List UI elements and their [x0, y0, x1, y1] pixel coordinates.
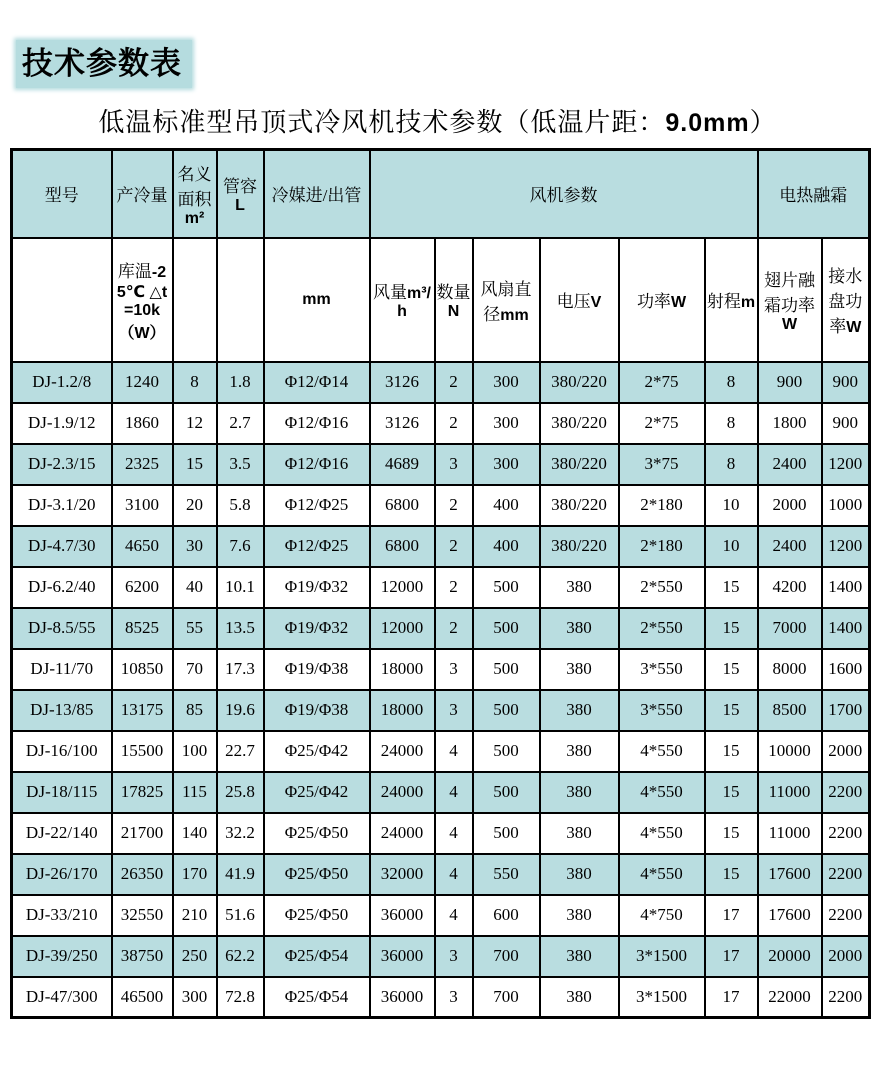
header-cell — [619, 238, 705, 362]
table-cell: 38750 — [112, 936, 173, 977]
table-cell: 1700 — [822, 690, 870, 731]
header-unit: m — [740, 294, 756, 312]
table-cell: 3*550 — [619, 690, 705, 731]
header-unit: -25℃ △t=10k（W） — [116, 263, 168, 342]
table-cell: 55 — [173, 608, 217, 649]
table-cell: 36000 — [370, 977, 435, 1018]
table-cell: 24000 — [370, 772, 435, 813]
subtitle-close-paren: ） — [749, 108, 777, 138]
table-cell: 1400 — [822, 567, 870, 608]
table-cell: 300 — [473, 403, 540, 444]
table-cell: 2200 — [822, 854, 870, 895]
model-cell: DJ-1.2/8 — [12, 362, 112, 403]
header-label: 冷媒进/出管 — [271, 186, 362, 206]
table-cell: 380 — [540, 608, 619, 649]
table-cell: Φ12/Φ16 — [264, 403, 370, 444]
header-label: 风机参数 — [529, 186, 598, 206]
subtitle — [0, 102, 875, 139]
table-cell: 4*550 — [619, 731, 705, 772]
spec-table — [10, 148, 871, 1019]
table-cell: 100 — [173, 731, 217, 772]
header-cell — [370, 150, 758, 238]
header-unit: W — [846, 319, 862, 337]
table-cell: 900 — [822, 362, 870, 403]
table-row — [12, 444, 870, 485]
table-cell: 2200 — [822, 977, 870, 1018]
table-cell: Φ19/Φ32 — [264, 608, 370, 649]
page — [0, 40, 875, 1019]
model-cell: DJ-47/300 — [12, 977, 112, 1018]
table-cell: 3126 — [370, 362, 435, 403]
table-cell: Φ25/Φ50 — [264, 854, 370, 895]
table-cell: 3 — [435, 444, 473, 485]
header-unit: mm — [500, 306, 529, 324]
table-cell: 2 — [435, 526, 473, 567]
table-row — [12, 362, 870, 403]
table-cell: 15 — [705, 567, 758, 608]
table-cell: 380 — [540, 690, 619, 731]
table-cell: 5.8 — [217, 485, 264, 526]
table-cell: 2*550 — [619, 567, 705, 608]
table-head — [12, 150, 870, 362]
header-cell — [12, 150, 112, 238]
table-cell: 15 — [173, 444, 217, 485]
subtitle-fin-spacing-value: 9.0mm — [665, 109, 750, 138]
table-cell: 12000 — [370, 608, 435, 649]
table-cell: 2*75 — [619, 362, 705, 403]
table-row — [12, 731, 870, 772]
table-cell: 13175 — [112, 690, 173, 731]
table-cell: 2200 — [822, 813, 870, 854]
table-cell: 3.5 — [217, 444, 264, 485]
table-cell: 32.2 — [217, 813, 264, 854]
table-cell: 500 — [473, 813, 540, 854]
table-cell: 36000 — [370, 936, 435, 977]
table-row — [12, 772, 870, 813]
header-cell — [112, 238, 173, 362]
table-cell: 15 — [705, 649, 758, 690]
table-cell: 380/220 — [540, 362, 619, 403]
table-cell: Φ19/Φ38 — [264, 690, 370, 731]
table-cell: 380/220 — [540, 403, 619, 444]
table-cell: 32550 — [112, 895, 173, 936]
table-cell: 11000 — [758, 813, 822, 854]
table-row — [12, 403, 870, 444]
header-row — [12, 238, 870, 362]
table-row — [12, 895, 870, 936]
table-cell: 6200 — [112, 567, 173, 608]
table-cell: 17 — [705, 936, 758, 977]
table-cell: 21700 — [112, 813, 173, 854]
table-cell: 500 — [473, 772, 540, 813]
table-cell: 3 — [435, 936, 473, 977]
table-cell: 8 — [705, 403, 758, 444]
header-label: 射程 — [706, 292, 741, 312]
model-cell: DJ-39/250 — [12, 936, 112, 977]
header-cell — [173, 150, 217, 238]
table-cell: 85 — [173, 690, 217, 731]
header-cell — [264, 150, 370, 238]
table-cell: 8500 — [758, 690, 822, 731]
table-cell: 8 — [705, 362, 758, 403]
header-label: 翅片融霜功率 — [764, 270, 815, 315]
table-cell: 380 — [540, 649, 619, 690]
table-cell: 300 — [473, 444, 540, 485]
table-cell: 3 — [435, 649, 473, 690]
header-cell — [705, 238, 758, 362]
table-cell: 18000 — [370, 649, 435, 690]
table-cell: 380/220 — [540, 485, 619, 526]
table-cell: 15500 — [112, 731, 173, 772]
table-cell: 10850 — [112, 649, 173, 690]
table-cell: 380 — [540, 813, 619, 854]
header-label: 管容 — [223, 177, 257, 197]
header-unit: m² — [184, 209, 205, 227]
table-row — [12, 854, 870, 895]
table-cell: 300 — [173, 977, 217, 1018]
table-cell: 17 — [705, 895, 758, 936]
table-cell: 300 — [473, 362, 540, 403]
table-cell: 20 — [173, 485, 217, 526]
table-cell: 17825 — [112, 772, 173, 813]
table-cell: 4200 — [758, 567, 822, 608]
table-cell: 2*180 — [619, 485, 705, 526]
header-label: 产冷量 — [116, 186, 168, 206]
table-cell: 22000 — [758, 977, 822, 1018]
header-label: 库温 — [117, 261, 152, 281]
model-cell: DJ-33/210 — [12, 895, 112, 936]
table-cell: 6800 — [370, 526, 435, 567]
table-cell: Φ19/Φ32 — [264, 567, 370, 608]
table-cell: 2000 — [758, 485, 822, 526]
header-unit: m³/h — [397, 285, 431, 321]
title-bar — [16, 40, 875, 88]
model-cell: DJ-1.9/12 — [12, 403, 112, 444]
model-cell: DJ-2.3/15 — [12, 444, 112, 485]
header-unit: W — [670, 294, 687, 312]
table-row — [12, 485, 870, 526]
header-cell — [758, 238, 822, 362]
table-cell: 1860 — [112, 403, 173, 444]
table-cell: 2 — [435, 362, 473, 403]
header-label: 功率 — [636, 292, 671, 312]
table-cell: 19.6 — [217, 690, 264, 731]
table-cell: 400 — [473, 485, 540, 526]
table-cell: 8525 — [112, 608, 173, 649]
table-cell: 500 — [473, 567, 540, 608]
table-cell: 3100 — [112, 485, 173, 526]
table-cell: 3 — [435, 977, 473, 1018]
table-cell: 2*75 — [619, 403, 705, 444]
table-row — [12, 608, 870, 649]
table-cell: Φ12/Φ16 — [264, 444, 370, 485]
table-row — [12, 690, 870, 731]
table-cell: 210 — [173, 895, 217, 936]
table-cell: 24000 — [370, 731, 435, 772]
table-cell: 41.9 — [217, 854, 264, 895]
table-row — [12, 526, 870, 567]
header-cell — [540, 238, 619, 362]
table-cell: 1.8 — [217, 362, 264, 403]
table-cell: 2*550 — [619, 608, 705, 649]
header-cell — [473, 238, 540, 362]
table-cell: 115 — [173, 772, 217, 813]
table-cell: 18000 — [370, 690, 435, 731]
header-cell — [822, 238, 870, 362]
table-cell: Φ25/Φ50 — [264, 813, 370, 854]
header-row — [12, 150, 870, 238]
table-cell: 17600 — [758, 895, 822, 936]
header-unit: L — [235, 197, 245, 215]
table-cell: 17600 — [758, 854, 822, 895]
table-cell: Φ25/Φ54 — [264, 936, 370, 977]
header-cell — [758, 150, 870, 238]
table-cell: 2*180 — [619, 526, 705, 567]
table-cell: 20000 — [758, 936, 822, 977]
table-cell: 8000 — [758, 649, 822, 690]
table-cell: 22.7 — [217, 731, 264, 772]
table-cell: 4650 — [112, 526, 173, 567]
table-cell: 380/220 — [540, 444, 619, 485]
table-cell: 2400 — [758, 444, 822, 485]
table-row — [12, 813, 870, 854]
header-label: 型号 — [44, 186, 79, 206]
table-cell: 1200 — [822, 444, 870, 485]
table-cell: 380 — [540, 854, 619, 895]
table-cell: 7000 — [758, 608, 822, 649]
header-unit: V — [590, 294, 602, 312]
table-cell: 15 — [705, 690, 758, 731]
table-row — [12, 649, 870, 690]
model-cell: DJ-6.2/40 — [12, 567, 112, 608]
table-cell: 6800 — [370, 485, 435, 526]
table-cell: 3*550 — [619, 649, 705, 690]
model-cell: DJ-18/115 — [12, 772, 112, 813]
model-cell: DJ-26/170 — [12, 854, 112, 895]
table-cell: 500 — [473, 731, 540, 772]
table-cell: 2400 — [758, 526, 822, 567]
model-cell: DJ-13/85 — [12, 690, 112, 731]
model-cell: DJ-16/100 — [12, 731, 112, 772]
table-cell: 15 — [705, 854, 758, 895]
table-cell: Φ25/Φ42 — [264, 772, 370, 813]
table-cell: 250 — [173, 936, 217, 977]
table-cell: 4 — [435, 813, 473, 854]
table-cell: 15 — [705, 772, 758, 813]
table-cell: 13.5 — [217, 608, 264, 649]
table-cell: 380 — [540, 731, 619, 772]
header-unit: mm — [302, 290, 331, 308]
header-label: 名义面积 — [177, 164, 212, 209]
table-cell: 4*550 — [619, 772, 705, 813]
header-label: 接水盘功率 — [828, 267, 863, 337]
table-cell: 380 — [540, 567, 619, 608]
header-cell — [173, 238, 217, 362]
table-cell: 10 — [705, 485, 758, 526]
model-cell: DJ-11/70 — [12, 649, 112, 690]
table-cell: Φ12/Φ25 — [264, 485, 370, 526]
table-cell: 550 — [473, 854, 540, 895]
header-unit: N — [447, 303, 460, 321]
header-label: 风量 — [373, 283, 407, 303]
table-cell: 10000 — [758, 731, 822, 772]
table-cell: 17 — [705, 977, 758, 1018]
table-cell: 380/220 — [540, 526, 619, 567]
table-cell: 3*1500 — [619, 936, 705, 977]
table-row — [12, 977, 870, 1018]
table-cell: 15 — [705, 608, 758, 649]
table-cell: 11000 — [758, 772, 822, 813]
table-cell: 24000 — [370, 813, 435, 854]
table-cell: 3*1500 — [619, 977, 705, 1018]
header-cell — [12, 238, 112, 362]
table-cell: 10 — [705, 526, 758, 567]
table-cell: 4 — [435, 731, 473, 772]
table-cell: Φ25/Φ42 — [264, 731, 370, 772]
table-cell: 32000 — [370, 854, 435, 895]
table-cell: 3*75 — [619, 444, 705, 485]
table-cell: 62.2 — [217, 936, 264, 977]
table-cell: 15 — [705, 813, 758, 854]
table-cell: 1240 — [112, 362, 173, 403]
header-label: 风扇直径 — [480, 279, 532, 324]
table-cell: 3 — [435, 690, 473, 731]
table-body — [12, 362, 870, 1018]
header-cell — [217, 238, 264, 362]
table-cell: 1800 — [758, 403, 822, 444]
table-cell: 700 — [473, 977, 540, 1018]
table-cell: Φ25/Φ54 — [264, 977, 370, 1018]
table-cell: 2200 — [822, 772, 870, 813]
table-cell: 4 — [435, 895, 473, 936]
model-cell: DJ-4.7/30 — [12, 526, 112, 567]
table-cell: 400 — [473, 526, 540, 567]
header-cell — [217, 150, 264, 238]
table-cell: 12 — [173, 403, 217, 444]
table-cell: 2.7 — [217, 403, 264, 444]
table-cell: 10.1 — [217, 567, 264, 608]
table-cell: 46500 — [112, 977, 173, 1018]
table-cell: 700 — [473, 936, 540, 977]
table-cell: 8 — [173, 362, 217, 403]
table-cell: 1600 — [822, 649, 870, 690]
header-cell — [370, 238, 435, 362]
table-cell: 17.3 — [217, 649, 264, 690]
table-cell: 4*550 — [619, 813, 705, 854]
page-title: 技术参数表 — [16, 40, 192, 88]
model-cell: DJ-22/140 — [12, 813, 112, 854]
table-cell: 51.6 — [217, 895, 264, 936]
table-cell: Φ25/Φ50 — [264, 895, 370, 936]
table-cell: 380 — [540, 772, 619, 813]
table-cell: 3126 — [370, 403, 435, 444]
table-cell: 2 — [435, 403, 473, 444]
table-cell: 600 — [473, 895, 540, 936]
table-cell: 12000 — [370, 567, 435, 608]
table-cell: 30 — [173, 526, 217, 567]
table-row — [12, 567, 870, 608]
table-cell: 500 — [473, 649, 540, 690]
table-cell: 1200 — [822, 526, 870, 567]
table-cell: 40 — [173, 567, 217, 608]
table-cell: 900 — [758, 362, 822, 403]
table-cell: 2000 — [822, 936, 870, 977]
table-cell: 900 — [822, 403, 870, 444]
table-cell: 380 — [540, 895, 619, 936]
table-cell: 4 — [435, 854, 473, 895]
table-cell: 36000 — [370, 895, 435, 936]
header-cell — [435, 238, 473, 362]
table-cell: 2 — [435, 485, 473, 526]
table-cell: 2 — [435, 608, 473, 649]
table-cell: 4*750 — [619, 895, 705, 936]
header-unit: W — [781, 315, 798, 333]
table-cell: 4689 — [370, 444, 435, 485]
header-label: 电热融霜 — [779, 186, 848, 206]
table-cell: 380 — [540, 977, 619, 1018]
table-cell: 26350 — [112, 854, 173, 895]
subtitle-text: 低温标准型吊顶式冷风机技术参数（低温片距： — [98, 108, 666, 138]
table-cell: 72.8 — [217, 977, 264, 1018]
table-cell: 1400 — [822, 608, 870, 649]
table-row — [12, 936, 870, 977]
model-cell: DJ-3.1/20 — [12, 485, 112, 526]
table-cell: 70 — [173, 649, 217, 690]
table-cell: 140 — [173, 813, 217, 854]
table-cell: Φ12/Φ14 — [264, 362, 370, 403]
model-cell: DJ-8.5/55 — [12, 608, 112, 649]
table-cell: 500 — [473, 608, 540, 649]
table-cell: 7.6 — [217, 526, 264, 567]
table-cell: 4 — [435, 772, 473, 813]
table-cell: 25.8 — [217, 772, 264, 813]
table-cell: 2200 — [822, 895, 870, 936]
table-cell: 500 — [473, 690, 540, 731]
table-cell: Φ19/Φ38 — [264, 649, 370, 690]
header-label: 数量 — [436, 283, 471, 303]
header-cell — [112, 150, 173, 238]
table-cell: 170 — [173, 854, 217, 895]
table-cell: 380 — [540, 936, 619, 977]
header-cell — [264, 238, 370, 362]
table-cell: 2 — [435, 567, 473, 608]
table-cell: Φ12/Φ25 — [264, 526, 370, 567]
table-cell: 4*550 — [619, 854, 705, 895]
table-cell: 2000 — [822, 731, 870, 772]
header-label: 电压 — [556, 292, 591, 312]
table-cell: 15 — [705, 731, 758, 772]
table-cell: 1000 — [822, 485, 870, 526]
table-cell: 8 — [705, 444, 758, 485]
table-cell: 2325 — [112, 444, 173, 485]
